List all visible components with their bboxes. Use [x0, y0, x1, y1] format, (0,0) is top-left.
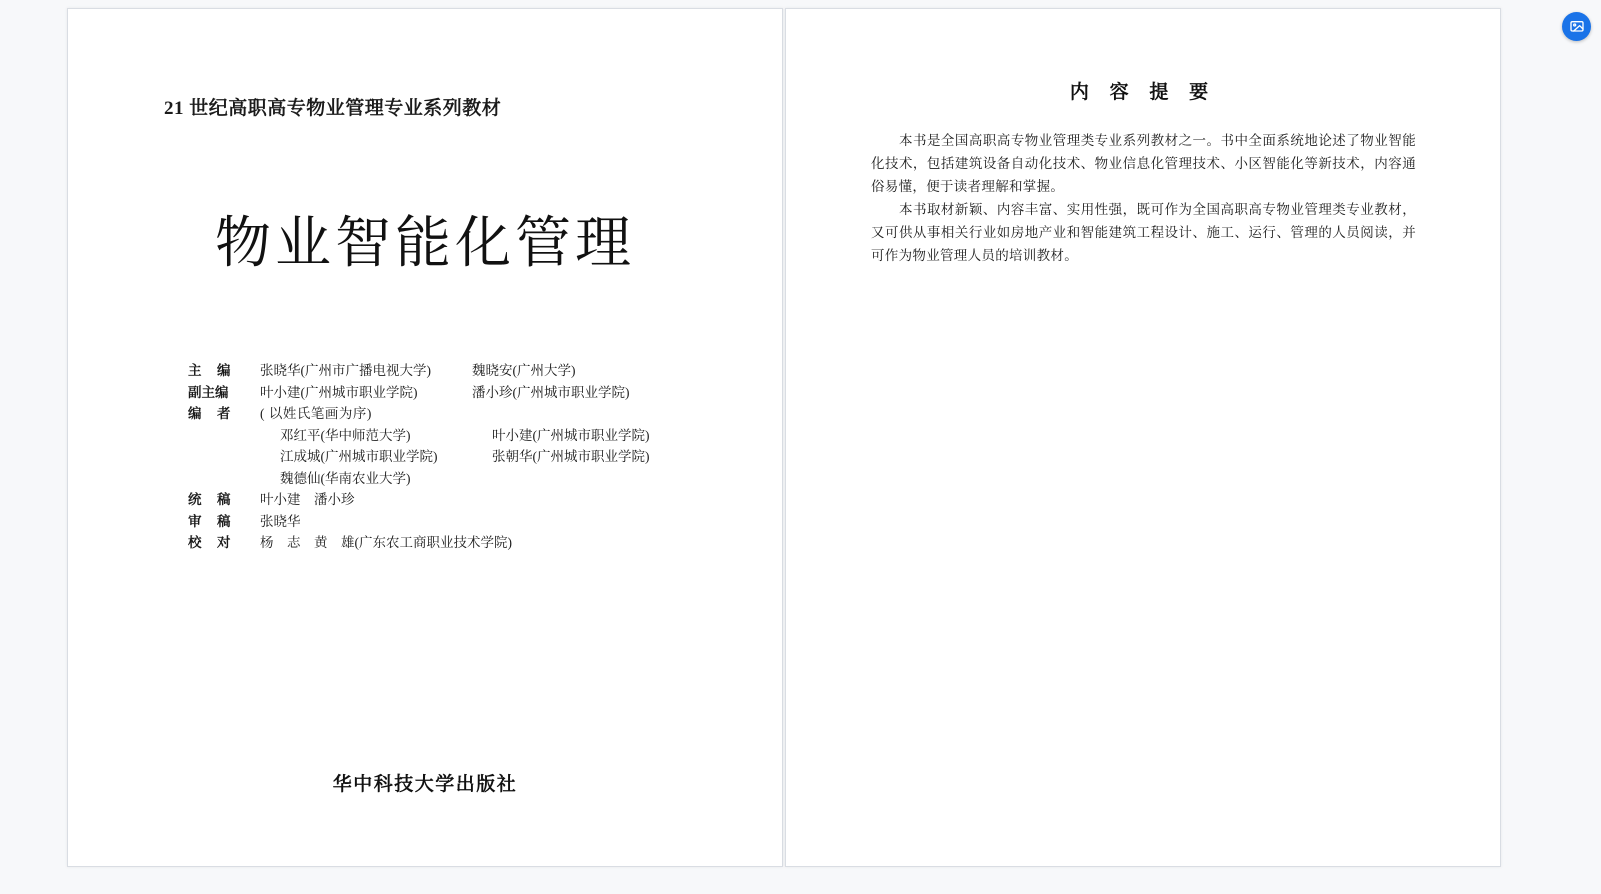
credit-row [188, 490, 748, 511]
picture-icon [1569, 19, 1585, 35]
credit-value-b: 叶小建(广州城市职业学院) [492, 427, 650, 443]
publisher-name: 华中科技大学出版社 [332, 774, 518, 795]
credit-row [188, 469, 748, 490]
credit-row [188, 447, 748, 468]
credit-body [260, 426, 748, 447]
credit-row [188, 361, 748, 382]
credit-value-a: ( 以姓氏笔画为序) [260, 406, 372, 421]
credit-row [188, 533, 748, 554]
credit-value-b: 魏晓安(广州大学) [472, 363, 576, 378]
credit-value-a: 张晓华(广州市广播电视大学) [260, 363, 431, 378]
book-title: 物业智能化管理 [215, 211, 635, 276]
abstract-body [871, 129, 1416, 267]
page-abstract [785, 8, 1501, 867]
credit-row [188, 383, 748, 404]
credit-value-a: 魏德仙(华南农业大学) [280, 470, 411, 486]
credit-body [260, 447, 748, 468]
credit-label: 编 者 [188, 406, 232, 421]
credit-label: 副主编 [188, 384, 229, 400]
page-title [67, 8, 783, 867]
credit-value-a: 叶小建 潘小珍 [260, 492, 355, 507]
credit-value-b: 潘小珍(广州城市职业学院) [472, 384, 630, 400]
credit-label: 统 稿 [188, 492, 232, 507]
credit-body [260, 361, 748, 382]
abstract-paragraph: 本书是全国高职高专物业管理类专业系列教材之一。书中全面系统地论述了物业智能化技术，包括建筑设备自动化技术、物业信息化管理技术、小区智能化等新技术，内容通俗易懂，便于读者理解和掌握。 [871, 133, 1416, 194]
credit-row [188, 404, 748, 425]
credit-label: 主 编 [188, 363, 232, 378]
credit-value-a: 江成城(广州城市职业学院) [280, 449, 438, 464]
credits-block [188, 361, 748, 555]
credit-body [260, 383, 748, 404]
abstract-paragraph: 本书取材新颖、内容丰富、实用性强，既可作为全国高职高专物业管理类专业教材，又可供从事相关行业如房地产业和智能建筑工程设计、施工、运行、管理的人员阅读，并可作为物业管理人员的培训教材。 [871, 202, 1416, 263]
image-badge-icon[interactable] [1562, 12, 1591, 41]
credit-value-a: 杨 志 黄 雄(广东农工商职业技术学院) [260, 535, 512, 550]
series-line: 21 世纪高职高专物业管理专业系列教材 [164, 98, 502, 119]
credit-value-a: 张晓华 [260, 513, 301, 529]
abstract-heading: 内 容 提 要 [1069, 82, 1217, 103]
credit-value-a: 邓红平(华中师范大学) [280, 427, 411, 443]
credit-row [188, 512, 748, 533]
credit-value-a: 叶小建(广州城市职业学院) [260, 384, 418, 400]
credit-row [188, 426, 748, 447]
credit-label: 审 稿 [188, 513, 232, 529]
credit-value-b: 张朝华(广州城市职业学院) [492, 449, 650, 464]
credit-label: 校 对 [188, 535, 232, 550]
